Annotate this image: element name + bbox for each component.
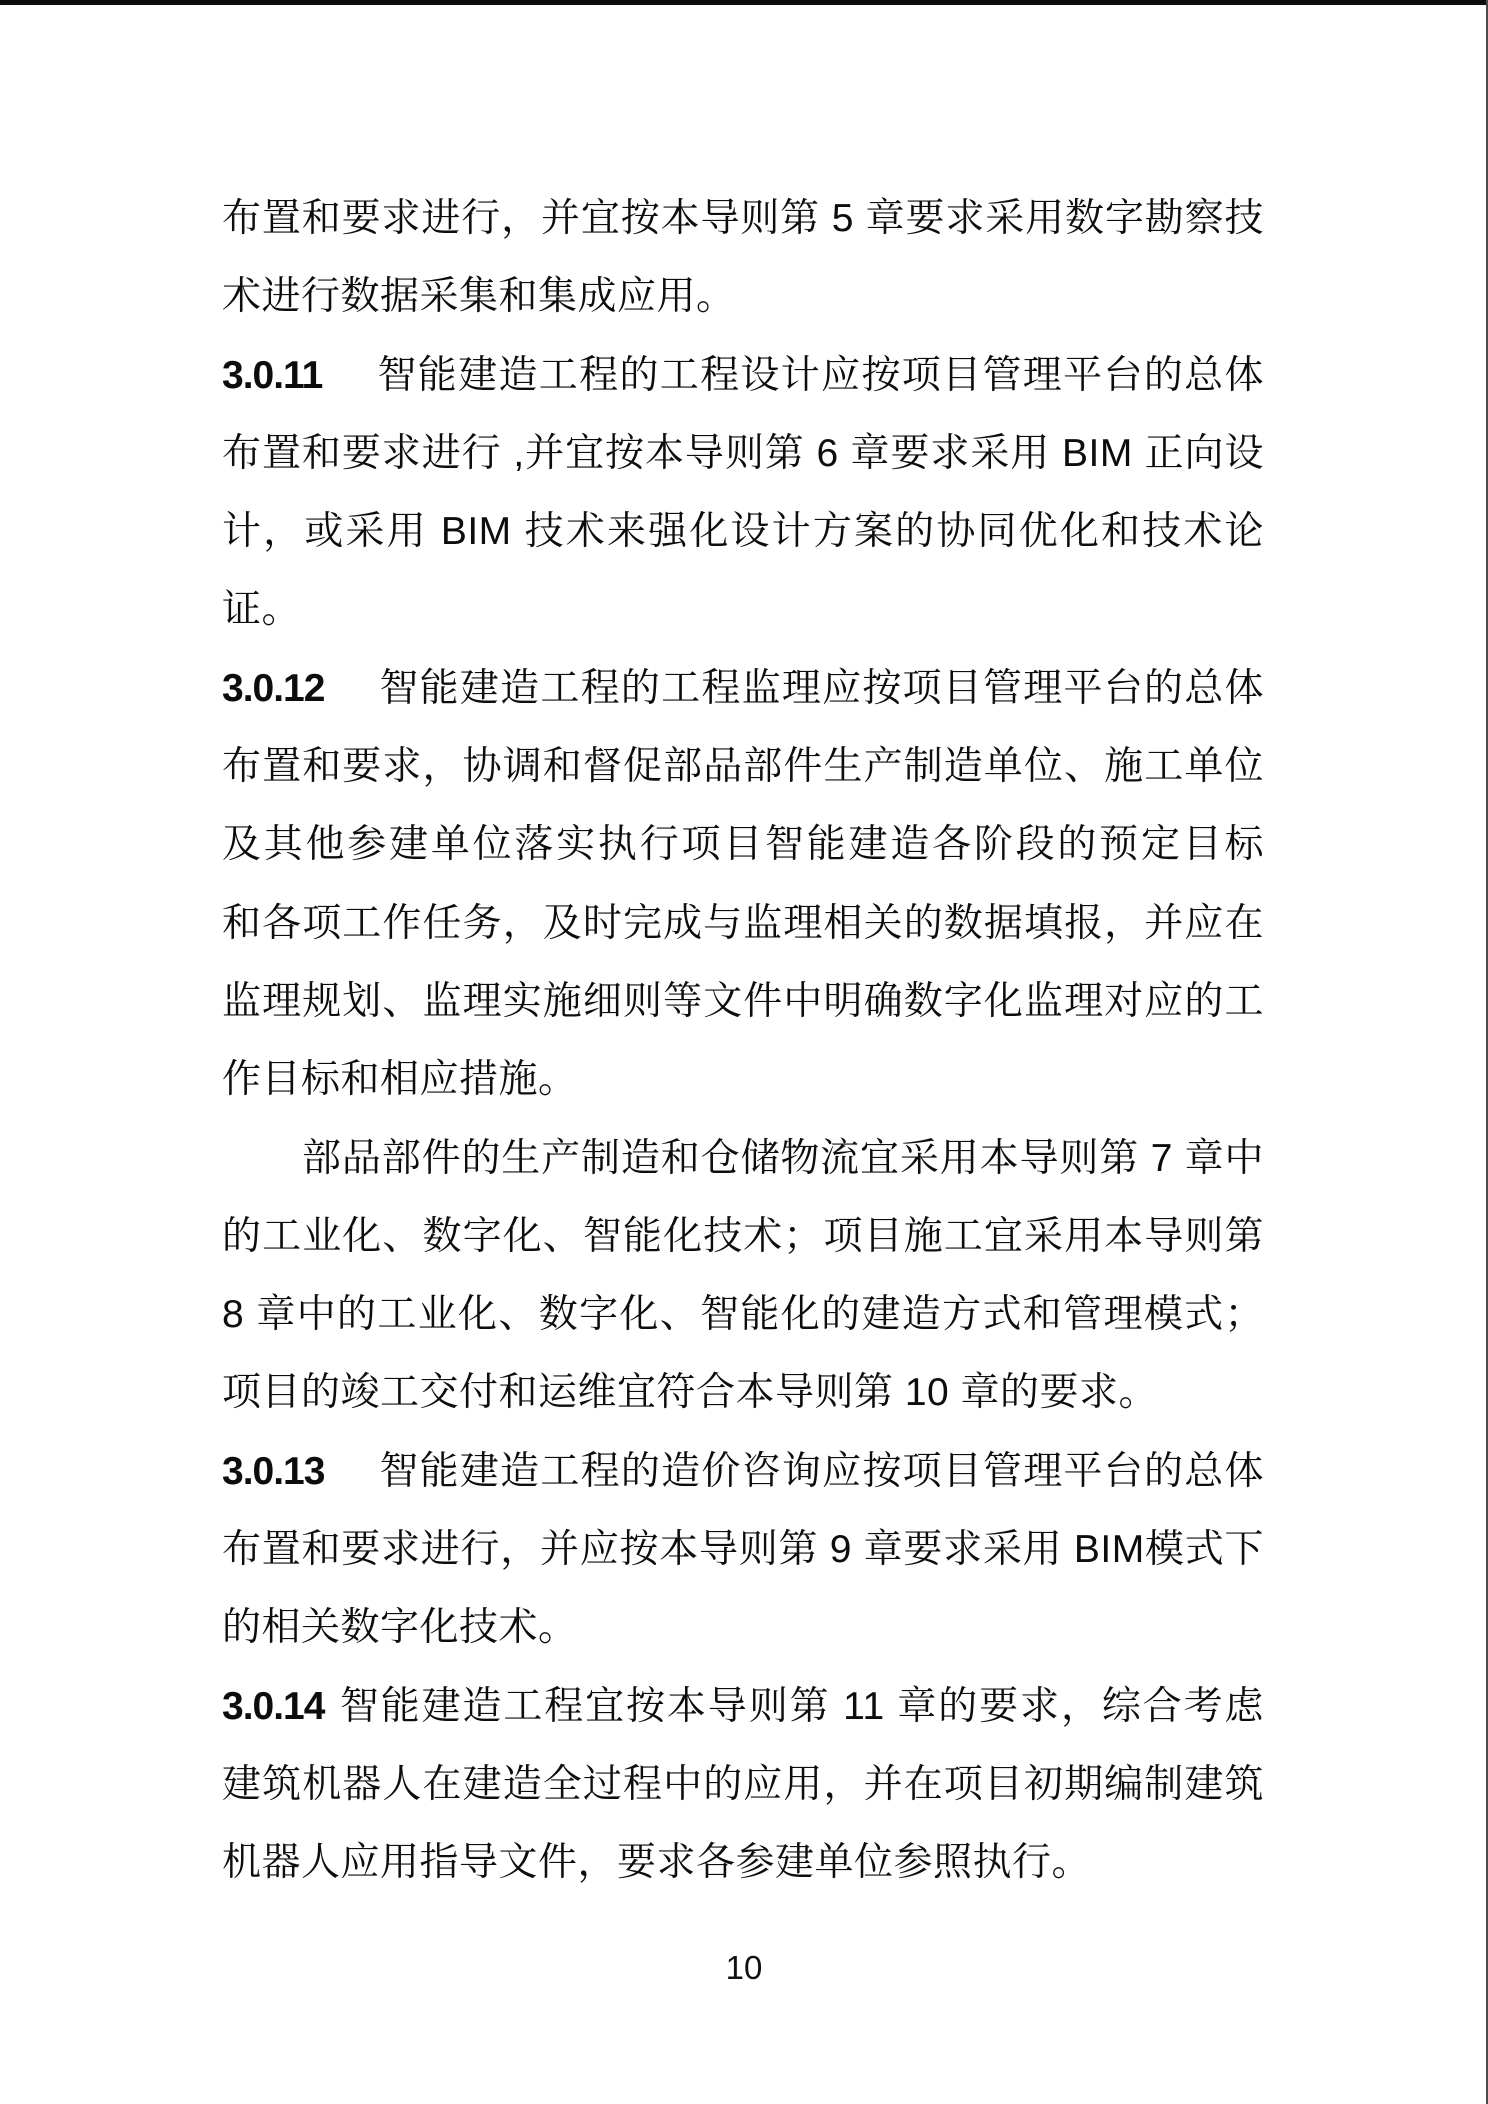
clause-text: 部品部件的生产制造和仓储物流宜采用本导则第 7 章中 bbox=[302, 1136, 1264, 1180]
text-line bbox=[222, 885, 1264, 963]
text-line bbox=[222, 1433, 1264, 1511]
clause-text: 布置和要求，协调和督促部品部件生产制造单位、施工单位 bbox=[222, 745, 1264, 789]
text-line bbox=[222, 180, 1264, 258]
text-line bbox=[222, 415, 1264, 493]
clause-text: 机器人应用指导文件，要求各参建单位参照执行。 bbox=[222, 1841, 1092, 1885]
clause-text: 作目标和相应措施。 bbox=[222, 1058, 578, 1102]
clause-text: 项目的竣工交付和运维宜符合本导则第 10 章的要求。 bbox=[222, 1371, 1159, 1415]
text-line bbox=[222, 493, 1264, 571]
text-line bbox=[222, 963, 1264, 1041]
clause-text: 的相关数字化技术。 bbox=[222, 1606, 578, 1650]
text-line bbox=[222, 650, 1264, 728]
text-line bbox=[222, 1120, 1264, 1198]
clause-text: 建筑机器人在建造全过程中的应用，并在项目初期编制建筑 bbox=[222, 1762, 1264, 1806]
clause-text: 布置和要求进行 ,并宜按本导则第 6 章要求采用 BIM 正向设 bbox=[222, 431, 1264, 475]
clause-text: 监理规划、监理实施细则等文件中明确数字化监理对应的工 bbox=[222, 979, 1264, 1023]
text-line bbox=[222, 258, 1264, 336]
clause-text: 的工业化、数字化、智能化技术；项目施工宜采用本导则第 bbox=[222, 1214, 1264, 1258]
clause-number: 3.0.11 bbox=[222, 353, 323, 397]
text-line bbox=[222, 1511, 1264, 1589]
text-line bbox=[222, 1589, 1264, 1667]
clause-text: 智能建造工程的工程监理应按项目管理平台的总体 bbox=[338, 666, 1264, 710]
clause-text: 布置和要求进行，并应按本导则第 9 章要求采用 BIM模式下 bbox=[222, 1528, 1264, 1572]
text-line bbox=[222, 1041, 1264, 1119]
text-line bbox=[222, 1668, 1264, 1746]
text-line bbox=[222, 1276, 1264, 1354]
text-line bbox=[222, 728, 1264, 806]
clause-text: 和各项工作任务，及时完成与监理相关的数据填报，并应在 bbox=[222, 901, 1264, 945]
text-line bbox=[222, 1746, 1264, 1824]
clause-number: 3.0.13 bbox=[222, 1449, 325, 1493]
clause-number: 3.0.14 bbox=[222, 1684, 325, 1728]
clause-text: 计，或采用 BIM 技术来强化设计方案的协同优化和技术论 bbox=[222, 510, 1264, 554]
body-text bbox=[222, 180, 1264, 1903]
text-line bbox=[222, 337, 1264, 415]
clause-text: 智能建造工程宜按本导则第 11 章的要求，综合考虑 bbox=[338, 1684, 1264, 1728]
page-number: 10 bbox=[725, 1949, 763, 1986]
text-line bbox=[222, 1354, 1264, 1432]
text-line bbox=[222, 1198, 1264, 1276]
text-line bbox=[222, 806, 1264, 884]
clause-text: 及其他参建单位落实执行项目智能建造各阶段的预定目标 bbox=[222, 823, 1264, 867]
clause-text: 术进行数据采集和集成应用。 bbox=[222, 275, 736, 319]
clause-text: 证。 bbox=[222, 588, 302, 632]
clause-text: 智能建造工程的造价咨询应按项目管理平台的总体 bbox=[338, 1449, 1264, 1493]
page-top-border bbox=[0, 0, 1488, 5]
clause-text: 8 章中的工业化、数字化、智能化的建造方式和管理模式； bbox=[222, 1293, 1264, 1337]
clause-text: 智能建造工程的工程设计应按项目管理平台的总体 bbox=[336, 353, 1264, 397]
clause-number: 3.0.12 bbox=[222, 666, 325, 710]
text-line bbox=[222, 1824, 1264, 1902]
clause-text: 布置和要求进行，并宜按本导则第 5 章要求采用数字勘察技 bbox=[222, 197, 1264, 240]
text-line bbox=[222, 571, 1264, 649]
